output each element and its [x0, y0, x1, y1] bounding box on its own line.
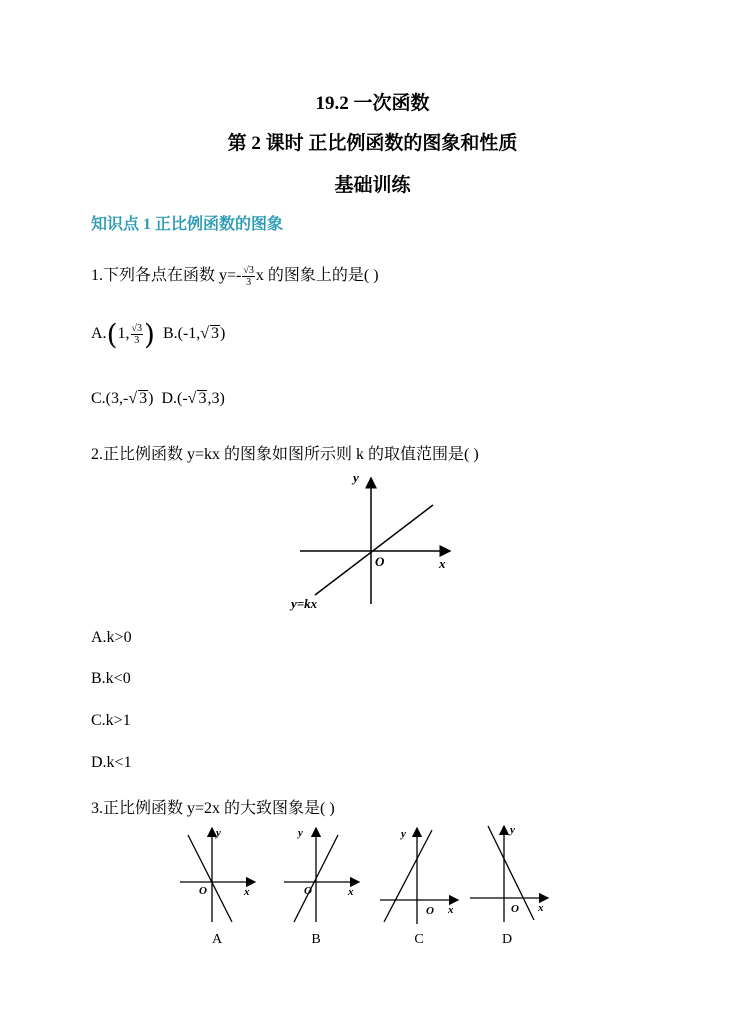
page-title: 19.2 一次函数: [315, 93, 430, 114]
q2-option-d: D.k<1: [91, 754, 132, 771]
q3d-origin-label: O: [511, 903, 519, 915]
q1-option-c-sqrt-sign: √: [128, 390, 138, 407]
q1-option-b-end: ): [220, 325, 226, 343]
q3b-origin-label: O: [304, 885, 312, 897]
q1-option-b-radicand: 3: [211, 325, 220, 343]
q3-graph-a: [172, 822, 262, 932]
q3-graph-c-label: C: [414, 932, 424, 947]
q1-option-a-label: A.: [91, 325, 107, 343]
q1-option-c: C.(3,-: [91, 390, 129, 407]
question-1-stem: [91, 262, 379, 288]
question-1-options-cd: [91, 390, 225, 408]
q1-fraction: [242, 265, 255, 288]
q1-fraction-numerator: √3: [243, 264, 254, 276]
q3a-x-label: x: [244, 886, 250, 898]
q1-option-d-end: ,3): [207, 390, 225, 407]
lesson-subtitle: 第 2 课时 正比例函数的图象和性质: [227, 133, 518, 154]
q3b-x-label: x: [348, 886, 354, 898]
q1-option-a-fraction: [131, 323, 144, 346]
q3a-origin-label: O: [199, 885, 207, 897]
q1-option-d-sqrt-sign: √: [187, 390, 197, 407]
q3-graph-c: [374, 822, 464, 932]
q3c-line: [384, 830, 432, 922]
q1-option-c-radicand: 3: [139, 390, 148, 407]
q3-graph-b-label: B: [311, 932, 321, 947]
q1-stem-prefix: 1.下列各点在函数 y=-: [91, 267, 242, 284]
q3a-line: [188, 835, 232, 922]
question-2-stem: 2.正比例函数 y=kx 的图象如图所示则 k 的取值范围是( ): [91, 446, 479, 463]
q2-line-ykx: [315, 505, 433, 595]
q3a-y-label: y: [216, 827, 221, 839]
q2-option-c: C.k>1: [91, 712, 131, 729]
q2-graph: [285, 468, 465, 618]
q1-option-a-numerator: √3: [131, 323, 142, 334]
q3-graph-b: [276, 822, 366, 932]
q1-fraction-denominator: 3: [246, 276, 252, 288]
q1-option-d-radicand: 3: [198, 390, 207, 407]
q3-graph-d: [464, 820, 554, 930]
q3b-y-label: y: [298, 827, 303, 839]
q1-option-b: B.(-1,: [162, 325, 201, 343]
q1-option-c-end: ): [148, 390, 154, 407]
q3c-origin-label: O: [426, 905, 434, 917]
q1-option-a-left-paren: (: [106, 318, 118, 351]
q2-line-label: y=kx: [291, 596, 318, 611]
question-1-options-ab: [91, 318, 225, 351]
q2-option-a: A.k>0: [91, 629, 132, 646]
question-3-stem: 3.正比例函数 y=2x 的大致图象是( ): [91, 800, 335, 817]
q3d-x-label: x: [538, 902, 544, 914]
q3c-x-label: x: [448, 904, 454, 916]
q2-option-b: B.k<0: [91, 670, 131, 687]
q1-stem-suffix: x 的图象上的是( ): [255, 267, 379, 284]
q1-option-a-right-paren: ): [144, 318, 155, 351]
q1-option-b-sqrt-sign: √: [200, 325, 210, 343]
q3d-y-label: y: [510, 824, 515, 836]
q3c-y-label: y: [401, 828, 406, 840]
q3-graph-a-label: A: [211, 932, 223, 947]
q3-graph-d-label: D: [501, 932, 513, 947]
q2-x-label: x: [439, 556, 446, 571]
q2-origin-label: O: [375, 554, 385, 569]
q1-option-a-denominator: 3: [134, 335, 140, 346]
q2-y-label: y: [353, 470, 359, 485]
knowledge-point-heading: 知识点 1 正比例函数的图象: [91, 216, 284, 233]
section-heading: 基础训练: [334, 175, 411, 196]
q1-option-a-first: 1,: [117, 325, 130, 343]
q1-option-d: D.(-: [161, 390, 188, 407]
